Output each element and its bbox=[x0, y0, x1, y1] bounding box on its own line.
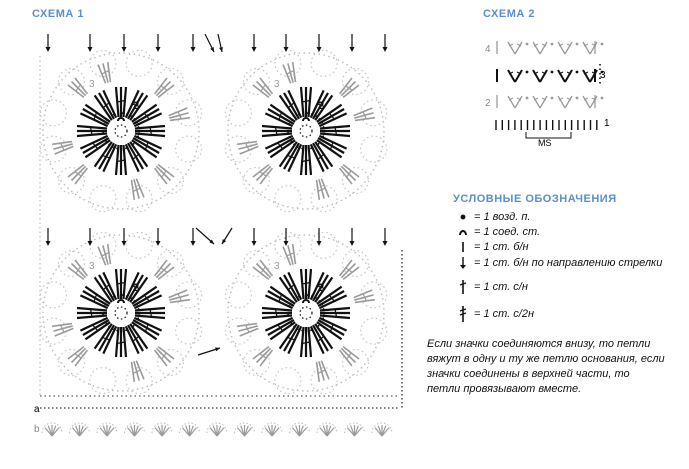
down-arrow-icon bbox=[317, 34, 322, 52]
schema-2-repeat-label: MS bbox=[538, 138, 552, 148]
instruction-note: Если значки соединяются внизу, то петли вяжут в одну и ту же петлю основания, если значки соединены в верхней части, то петли провязывают вместе. bbox=[427, 338, 665, 395]
petal-stitch-group bbox=[320, 126, 350, 136]
stitch-post bbox=[320, 134, 350, 137]
fan-shell bbox=[345, 423, 365, 436]
chain-loop bbox=[311, 50, 337, 76]
petal-stitch-group bbox=[253, 260, 274, 281]
chain-loop bbox=[176, 318, 202, 344]
petal-stitch-group bbox=[253, 78, 274, 99]
chain-loop bbox=[126, 232, 152, 258]
schema-2-chart bbox=[496, 41, 603, 138]
schema-2-title: СХЕМА 2 bbox=[483, 8, 535, 20]
down-arrow-icon bbox=[317, 228, 322, 246]
petal-stitch-group bbox=[77, 308, 107, 318]
schema-2-row-2: 2 bbox=[485, 98, 491, 109]
chain-loop bbox=[311, 232, 337, 258]
fan-shell bbox=[152, 423, 172, 436]
down-arrow-icon bbox=[350, 34, 355, 52]
down-arrow-icon bbox=[284, 34, 289, 52]
round-label-3: 3 bbox=[274, 261, 280, 272]
down-arrow-icon bbox=[191, 228, 196, 246]
petal-stitch-group bbox=[338, 78, 359, 99]
petal-stitch-group bbox=[153, 260, 174, 281]
petal-stitch-group bbox=[301, 269, 311, 299]
down-arrow-icon bbox=[252, 34, 257, 52]
down-arrow-icon bbox=[156, 228, 161, 246]
legend-item-tr: = 1 ст. с/2н bbox=[456, 305, 534, 323]
petal-stitch-group bbox=[253, 163, 274, 184]
v-stitch bbox=[558, 96, 578, 108]
dc-stitch-icon bbox=[456, 279, 470, 295]
chain-loop bbox=[361, 318, 387, 344]
chain-loop bbox=[90, 368, 116, 394]
diagonal-arrow-icon bbox=[196, 228, 214, 244]
fan-shell bbox=[262, 423, 282, 436]
petal-stitch-group bbox=[77, 126, 107, 136]
row-label-a: a bbox=[34, 404, 40, 415]
stitch-post bbox=[116, 327, 119, 357]
petal-stitch-group bbox=[314, 178, 329, 200]
petal-stitch-group bbox=[68, 260, 89, 281]
down-arrow-icon bbox=[156, 34, 161, 52]
chain-loop bbox=[40, 282, 66, 308]
fan-shell bbox=[97, 423, 117, 436]
petal-stitch-group bbox=[153, 78, 174, 99]
round-label-2: 2 bbox=[133, 282, 140, 294]
legend-item-slip-stitch: = 1 соед. ст. bbox=[456, 226, 540, 238]
diagonal-arrow-icon bbox=[222, 228, 232, 244]
stitch-post bbox=[124, 87, 127, 117]
v-stitch bbox=[533, 70, 553, 82]
round-label-2: 2 bbox=[133, 100, 140, 112]
diagonal-arrow-icon bbox=[205, 34, 214, 52]
outer-chain-ring bbox=[228, 235, 384, 391]
tr-stitch-icon bbox=[456, 305, 470, 323]
round-label-2: 2 bbox=[318, 100, 325, 112]
petal-stitch-group bbox=[98, 62, 113, 84]
petal-stitch-group bbox=[283, 244, 298, 266]
down-arrow-icon bbox=[383, 228, 388, 246]
down-arrow-icon bbox=[284, 228, 289, 246]
down-arrow-icon bbox=[122, 34, 127, 52]
petal-stitch-group bbox=[153, 163, 174, 184]
center-chain bbox=[300, 125, 312, 137]
petal-stitch-group bbox=[314, 360, 329, 382]
down-arrow-icon bbox=[46, 34, 51, 52]
flower-motif bbox=[225, 232, 386, 393]
fan-shell bbox=[125, 423, 145, 436]
petal-stitch-group bbox=[253, 345, 274, 366]
slip-stitch bbox=[303, 300, 309, 303]
flower-motif bbox=[40, 232, 201, 393]
slip-stitch bbox=[303, 118, 309, 121]
chain-loop bbox=[176, 136, 202, 162]
petal-stitch-group bbox=[320, 308, 350, 318]
down-arrow-icon bbox=[350, 228, 355, 246]
slip-stitch bbox=[118, 300, 124, 303]
sc-bar-icon bbox=[456, 241, 470, 253]
v-stitch bbox=[583, 96, 603, 108]
down-arrow-icon bbox=[383, 34, 388, 52]
petal-stitch-group bbox=[338, 260, 359, 281]
schema-2-row-4: 4 bbox=[485, 44, 491, 55]
chain-loop bbox=[275, 368, 301, 394]
schema-2-row-1: 1 bbox=[604, 118, 610, 129]
outer-chain-ring bbox=[228, 53, 384, 209]
round-label-2: 2 bbox=[318, 282, 325, 294]
stitch-post bbox=[135, 134, 165, 137]
chain-loop bbox=[126, 50, 152, 76]
diagonal-arrow-icon bbox=[218, 34, 223, 52]
down-arrow-icon bbox=[88, 34, 93, 52]
center-chain bbox=[300, 307, 312, 319]
stitch-post bbox=[320, 316, 350, 319]
petal-stitch-group bbox=[283, 62, 298, 84]
fan-shell bbox=[180, 423, 200, 436]
stitch-post bbox=[301, 327, 304, 357]
v-stitch bbox=[508, 70, 528, 82]
v-stitch bbox=[558, 42, 578, 54]
fan-shell bbox=[70, 423, 90, 436]
down-arrow-icon bbox=[456, 256, 470, 270]
schema-2-row-3: 3 bbox=[600, 70, 606, 81]
down-arrow-icon bbox=[122, 228, 127, 246]
chain-loop bbox=[40, 100, 66, 126]
fan-shell bbox=[372, 423, 392, 436]
v-stitch bbox=[558, 70, 578, 82]
legend-item-chain: = 1 возд. п. bbox=[456, 211, 530, 223]
outer-chain-ring bbox=[43, 235, 199, 391]
fan-shell bbox=[290, 423, 310, 436]
petal-stitch-group bbox=[129, 178, 144, 200]
flower-motif bbox=[40, 50, 201, 211]
petal-stitch-group bbox=[116, 269, 126, 299]
fan-shell bbox=[207, 423, 227, 436]
down-arrow-icon bbox=[88, 228, 93, 246]
round-label-3: 3 bbox=[89, 79, 95, 90]
petal-stitch-group bbox=[129, 360, 144, 382]
schema-1-chart bbox=[40, 34, 402, 436]
petal-stitch-group bbox=[153, 345, 174, 366]
chain-dot-icon bbox=[456, 213, 470, 221]
v-stitch bbox=[508, 42, 528, 54]
row-label-b: b bbox=[34, 424, 40, 435]
slip-stitch-icon bbox=[456, 227, 470, 237]
stitch-post bbox=[116, 145, 119, 175]
legend-title: УСЛОВНЫЕ ОБОЗНАЧЕНИЯ bbox=[453, 193, 617, 205]
fan-shell bbox=[42, 423, 62, 436]
petal-stitch-group bbox=[98, 244, 113, 266]
stitch-post bbox=[309, 269, 312, 299]
stitch-post bbox=[309, 87, 312, 117]
slip-stitch bbox=[118, 118, 124, 121]
v-stitch bbox=[508, 96, 528, 108]
chain-loop bbox=[225, 100, 251, 126]
petal-stitch-group bbox=[68, 163, 89, 184]
down-arrow-icon bbox=[46, 228, 51, 246]
chain-loop bbox=[90, 186, 116, 212]
v-stitch bbox=[583, 42, 603, 54]
round-label-3: 3 bbox=[89, 261, 95, 272]
schema-1-title: СХЕМА 1 bbox=[32, 8, 84, 20]
chain-loop bbox=[361, 136, 387, 162]
outer-chain-ring bbox=[43, 53, 199, 209]
chain-loop bbox=[225, 282, 251, 308]
chain-loop bbox=[275, 186, 301, 212]
center-chain bbox=[115, 307, 127, 319]
petal-stitch-group bbox=[301, 87, 311, 117]
fan-shell bbox=[317, 423, 337, 436]
fan-shell bbox=[235, 423, 255, 436]
petal-stitch-group bbox=[116, 87, 126, 117]
round-label-3: 3 bbox=[274, 79, 280, 90]
v-stitch bbox=[533, 42, 553, 54]
stitch-post bbox=[301, 145, 304, 175]
down-arrow-icon bbox=[252, 228, 257, 246]
flower-motif bbox=[225, 50, 386, 211]
petal-stitch-group bbox=[68, 345, 89, 366]
stitch-post bbox=[124, 269, 127, 299]
legend-item-sc: = 1 ст. б/н bbox=[456, 241, 529, 253]
legend-item-sc-arrow: = 1 ст. б/н по направлению стрелки bbox=[456, 256, 662, 270]
petal-stitch-group bbox=[338, 163, 359, 184]
v-stitch bbox=[533, 96, 553, 108]
petal-stitch-group bbox=[262, 126, 292, 136]
legend-item-dc: = 1 ст. с/н bbox=[456, 279, 528, 295]
diagonal-arrow-icon bbox=[198, 348, 220, 355]
petal-stitch-group bbox=[338, 345, 359, 366]
petal-stitch-group bbox=[68, 78, 89, 99]
stitch-post bbox=[135, 316, 165, 319]
down-arrow-icon bbox=[191, 34, 196, 52]
center-chain bbox=[115, 125, 127, 137]
petal-stitch-group bbox=[262, 308, 292, 318]
